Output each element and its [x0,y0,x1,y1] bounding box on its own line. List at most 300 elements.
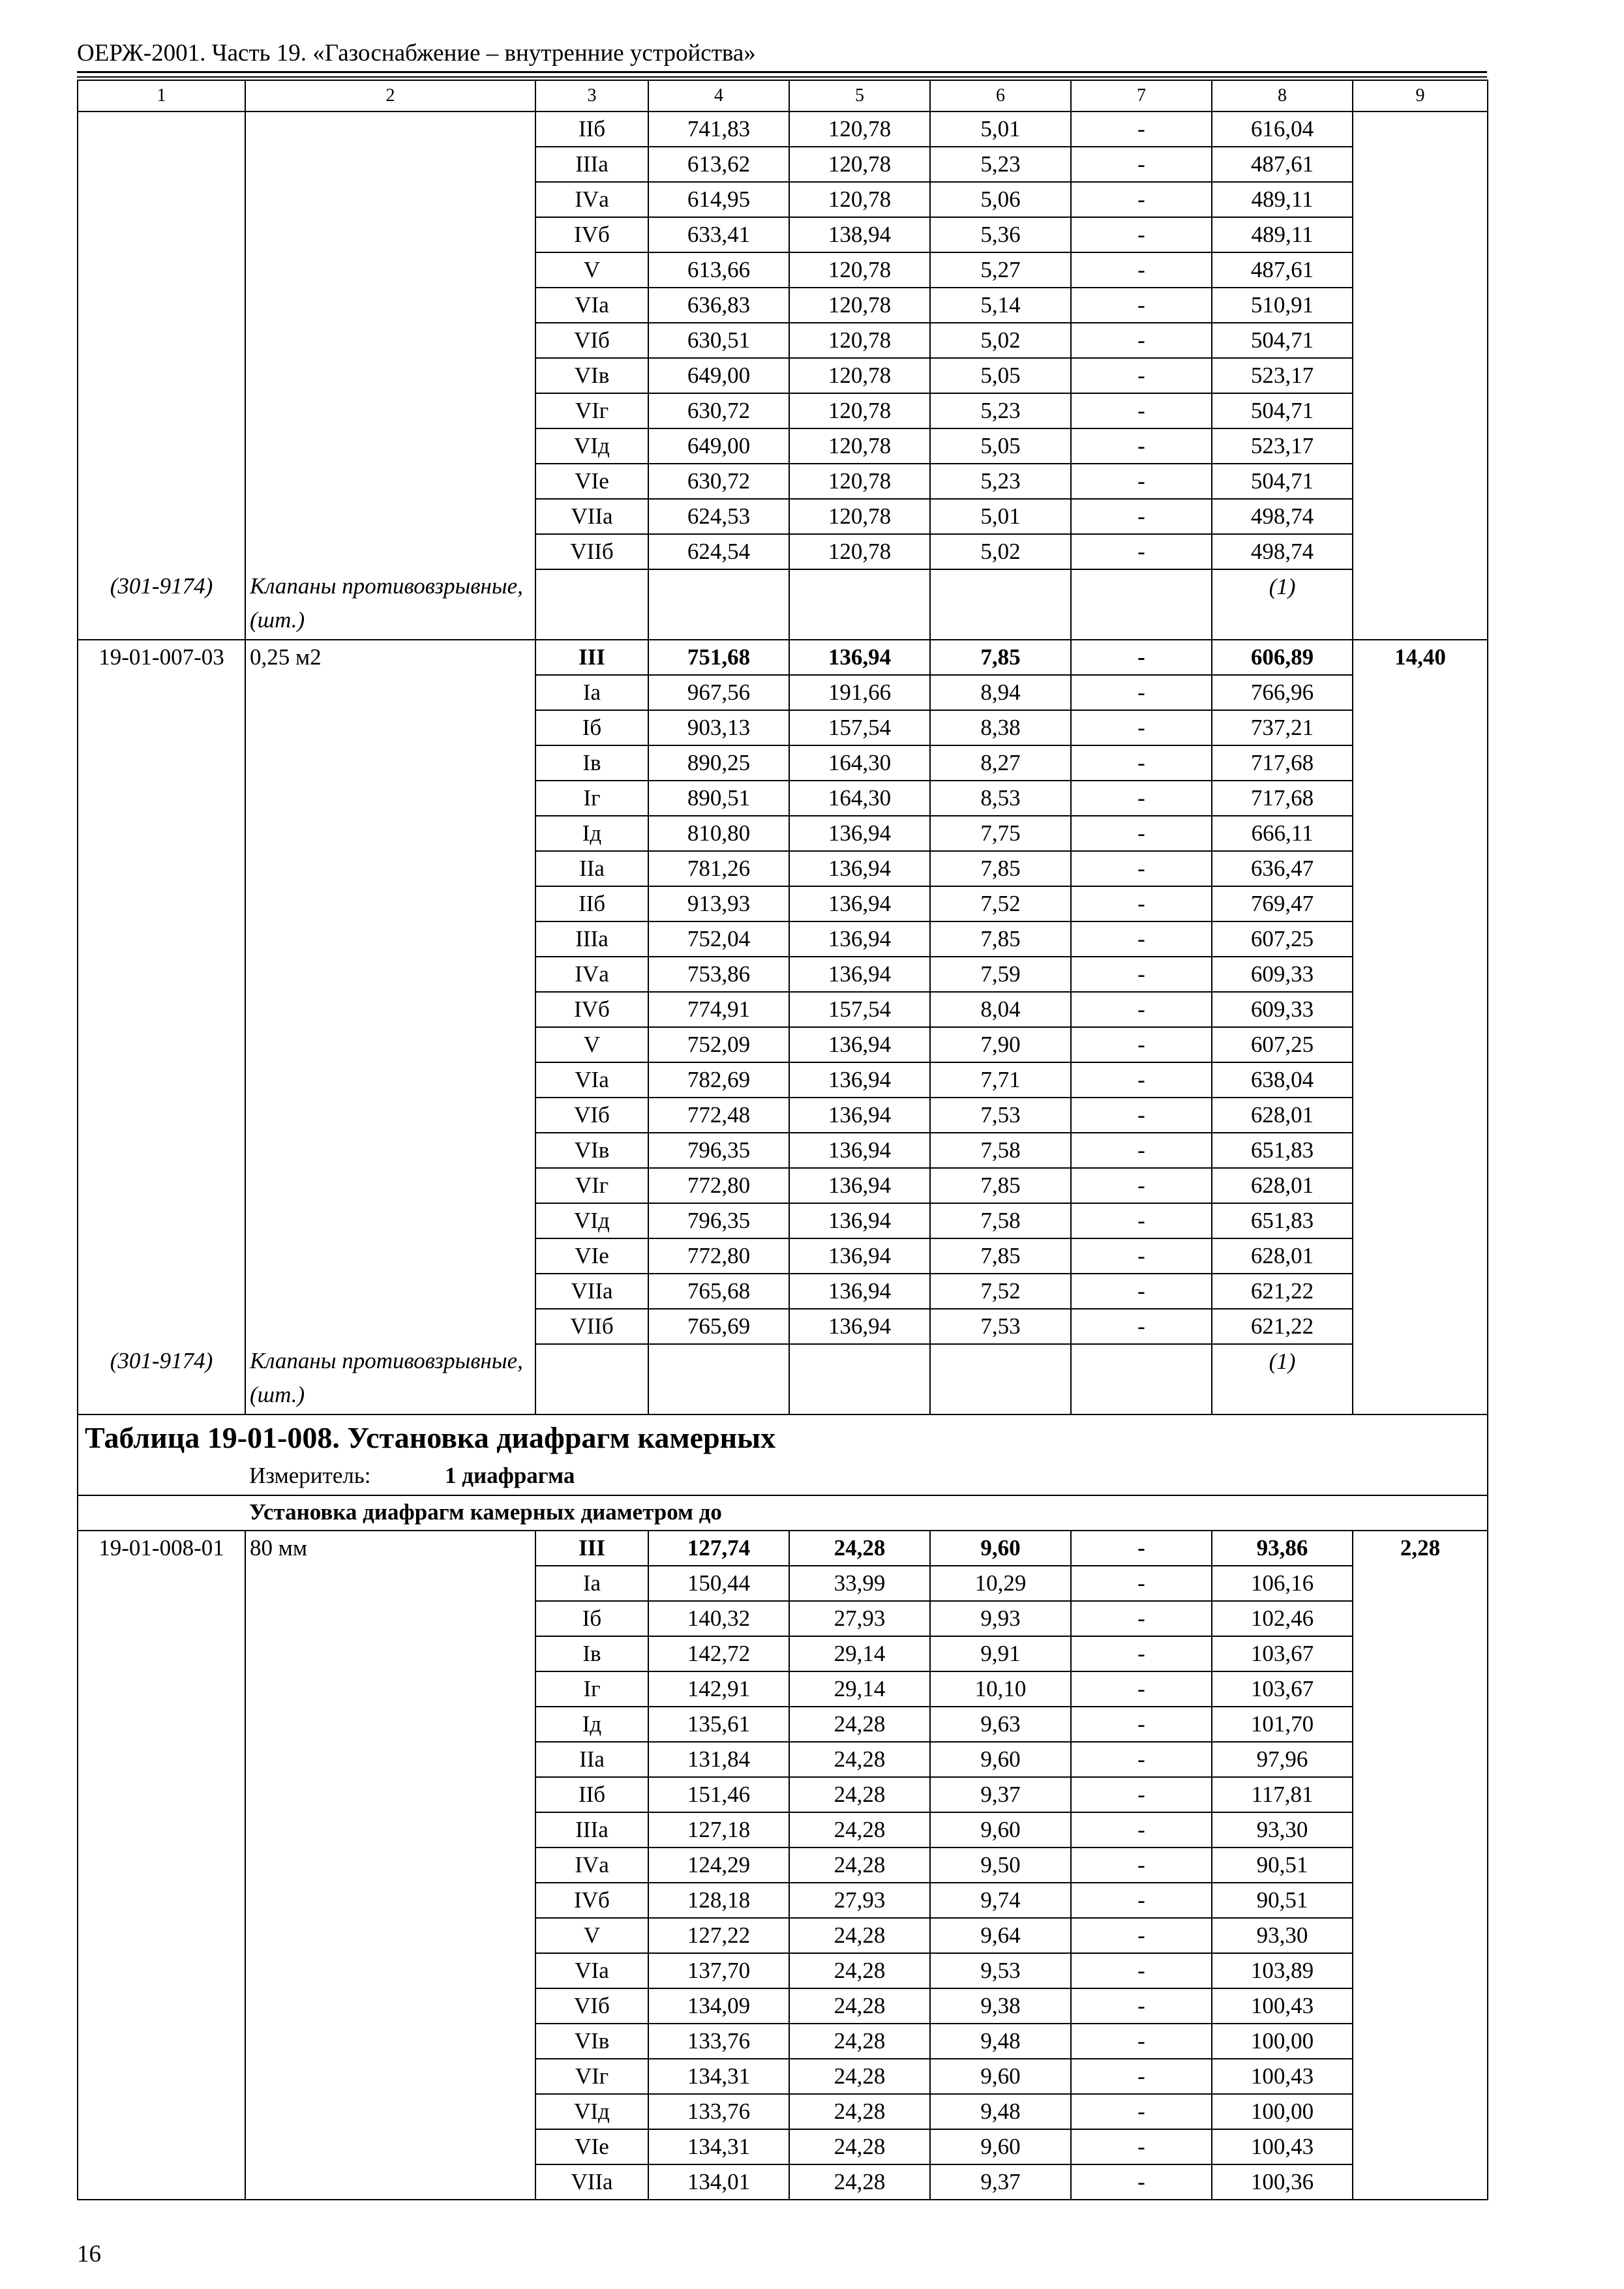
rate-value: 5,27 [930,252,1071,288]
rate-name [245,921,535,957]
rate-value: 151,46 [648,1777,789,1812]
rate-value: - [1071,499,1212,534]
rate-value: 24,28 [789,1742,930,1777]
rate-value: 7,58 [930,1133,1071,1168]
rate-value: 9,64 [930,1918,1071,1953]
rate-value: 124,29 [648,1848,789,1883]
labor-cost [1353,992,1488,1027]
rate-value: 9,91 [930,1636,1071,1671]
rate-value: 136,94 [789,1098,930,1133]
rate-value: 157,54 [789,992,930,1027]
rate-code [78,1812,245,1848]
labor-cost [1353,1027,1488,1062]
zone-label: Iг [535,1671,648,1707]
rate-value: 134,09 [648,1988,789,2024]
rate-row [78,499,1488,534]
rate-name [245,2024,535,2059]
rate-value: - [1071,1848,1212,1883]
zone-label: VIб [535,323,648,358]
rate-code [78,781,245,816]
rate-code [78,1133,245,1168]
document-header: ОЕРЖ-2001. Часть 19. «Газоснабжение – внутренние устройства» [77,40,756,67]
rate-value: 5,06 [930,182,1071,217]
rate-value: 120,78 [789,182,930,217]
labor-cost [1353,1777,1488,1812]
rate-value: 8,53 [930,781,1071,816]
rate-value: 903,13 [648,710,789,745]
rate-value: 498,74 [1212,499,1353,534]
rate-value: 5,23 [930,147,1071,182]
zone-label: V [535,1918,648,1953]
zone-label: VIа [535,1062,648,1098]
rate-value: 90,51 [1212,1883,1353,1918]
column-number: 6 [930,80,1071,112]
rate-row [78,1918,1488,1953]
rate-value: - [1071,147,1212,182]
zone-label: IVа [535,1848,648,1883]
rate-value: - [1071,1203,1212,1238]
labor-cost [1353,428,1488,464]
rate-value: 5,14 [930,288,1071,323]
rate-code [78,921,245,957]
rate-value: 630,72 [648,464,789,499]
rate-value: 890,51 [648,781,789,816]
zone-label: VIг [535,393,648,428]
labor-cost [1353,358,1488,393]
rate-value: - [1071,1027,1212,1062]
rate-value: - [1071,323,1212,358]
material-row [78,569,1488,640]
zone-label: VIв [535,1133,648,1168]
rate-value: 120,78 [789,534,930,569]
rate-name [245,816,535,851]
zone-label: IIIа [535,1812,648,1848]
zone-label: VIд [535,428,648,464]
rate-value: 7,71 [930,1062,1071,1098]
column-number: 9 [1353,80,1488,112]
labor-cost [1353,1918,1488,1953]
labor-cost [1353,1636,1488,1671]
rate-value: 127,74 [648,1531,789,1566]
zone-label: IIIа [535,921,648,957]
labor-cost [1353,851,1488,886]
rate-value: 5,01 [930,499,1071,534]
rate-value: 150,44 [648,1566,789,1601]
rate-value: - [1071,1707,1212,1742]
rate-value: 120,78 [789,323,930,358]
zone-label: IVб [535,1883,648,1918]
rate-row [78,252,1488,288]
rate-name [245,464,535,499]
rate-value: - [1071,1168,1212,1203]
rate-code [78,217,245,252]
rate-value: - [1071,1777,1212,1812]
rate-code [78,710,245,745]
rate-code [78,745,245,781]
rate-value: - [1071,252,1212,288]
rate-row [78,1027,1488,1062]
rate-row [78,1988,1488,2024]
rate-name [245,2164,535,2200]
rate-code [78,1707,245,1742]
rate-value: 120,78 [789,252,930,288]
rate-row [78,217,1488,252]
rate-value: 523,17 [1212,358,1353,393]
rate-value: 90,51 [1212,1848,1353,1883]
empty-cell [648,1344,789,1414]
zone-label: IVа [535,182,648,217]
rate-row [78,1309,1488,1344]
rate-name [245,358,535,393]
rate-value: 810,80 [648,816,789,851]
rate-value: - [1071,1274,1212,1309]
zone-label: III [535,640,648,675]
rate-value: 5,23 [930,464,1071,499]
rate-value: 10,29 [930,1566,1071,1601]
zone-label: Iд [535,1707,648,1742]
rate-value: 666,11 [1212,816,1353,851]
rate-row [78,1636,1488,1671]
rate-name [245,147,535,182]
material-qty: (1) [1212,1344,1353,1414]
zone-label: V [535,252,648,288]
rate-row [78,1098,1488,1133]
rate-value: - [1071,2094,1212,2129]
rate-value: 27,93 [789,1883,930,1918]
rate-code [78,288,245,323]
rate-value: - [1071,1953,1212,1988]
labor-cost [1353,1566,1488,1601]
column-number: 8 [1212,80,1353,112]
rate-value: - [1071,1531,1212,1566]
zone-label: VIа [535,1953,648,1988]
table-title: Таблица 19-01-008. Установка диафрагм камерных [78,1414,1488,1460]
rate-value: 136,94 [789,921,930,957]
zone-label: Iб [535,710,648,745]
rate-value: 127,18 [648,1812,789,1848]
labor-cost [1353,710,1488,745]
rate-value: 504,71 [1212,393,1353,428]
rate-code [78,1098,245,1133]
measure-label: Измеритель: [249,1463,371,1488]
material-name: Клапаны противовзрывные, (шт.) [245,569,535,640]
labor-cost [1353,1848,1488,1883]
subheading-row [78,1495,1488,1531]
rate-value: - [1071,992,1212,1027]
zone-label: IIа [535,851,648,886]
rate-code [78,1027,245,1062]
rate-code [78,1848,245,1883]
rate-value: 117,81 [1212,1777,1353,1812]
zone-label: VIе [535,1238,648,1274]
rate-value: 103,89 [1212,1953,1353,1988]
rate-value: 967,56 [648,675,789,710]
section-subheading: Установка диафрагм камерных диаметром до [245,1495,1488,1531]
rate-value: 7,52 [930,1274,1071,1309]
rate-value: 5,36 [930,217,1071,252]
rate-value: - [1071,1566,1212,1601]
rate-value: 649,00 [648,428,789,464]
price-table [77,80,1488,2200]
rate-value: 164,30 [789,781,930,816]
rate-name [245,1601,535,1636]
rate-value: 5,23 [930,393,1071,428]
rate-name [245,1953,535,1988]
labor-cost [1353,393,1488,428]
zone-label: III [535,1531,648,1566]
rate-name [245,1742,535,1777]
rate-row [78,957,1488,992]
rate-value: 489,11 [1212,217,1353,252]
rate-value: 7,58 [930,1203,1071,1238]
rate-name [245,1918,535,1953]
rate-value: - [1071,1062,1212,1098]
rate-name [245,217,535,252]
rate-code [78,534,245,569]
rate-value: 120,78 [789,358,930,393]
rate-value: 606,89 [1212,640,1353,675]
rate-value: - [1071,217,1212,252]
rate-code [78,112,245,147]
rate-name [245,1168,535,1203]
rate-value: 9,93 [930,1601,1071,1636]
labor-cost [1353,1274,1488,1309]
rate-value: 142,72 [648,1636,789,1671]
rate-value: 120,78 [789,499,930,534]
rate-value: 7,85 [930,1168,1071,1203]
rate-value: 136,94 [789,1203,930,1238]
rate-value: 7,85 [930,1238,1071,1274]
rate-row [78,640,1488,675]
material-qty: (1) [1212,569,1353,640]
rate-name [245,851,535,886]
rate-value: 765,69 [648,1309,789,1344]
rate-code [78,464,245,499]
rate-code [78,2094,245,2129]
rate-value: - [1071,781,1212,816]
rate-value: 24,28 [789,1777,930,1812]
rate-name [245,1062,535,1098]
labor-cost [1353,816,1488,851]
rate-value: 10,10 [930,1671,1071,1707]
zone-label: Iб [535,1601,648,1636]
zone-label: VIв [535,358,648,393]
rate-row [78,816,1488,851]
zone-label: IIа [535,1742,648,1777]
rate-row [78,393,1488,428]
rate-value: 504,71 [1212,464,1353,499]
rate-value: 134,01 [648,2164,789,2200]
rate-value: 29,14 [789,1636,930,1671]
rate-row [78,1531,1488,1566]
labor-cost [1353,1988,1488,2024]
rate-row [78,2024,1488,2059]
rate-value: 9,60 [930,1812,1071,1848]
rate-value: 649,00 [648,358,789,393]
zone-label: VIIб [535,1309,648,1344]
labor-cost [1353,217,1488,252]
rate-value: 7,85 [930,921,1071,957]
zone-label: IIб [535,1777,648,1812]
rate-row [78,1203,1488,1238]
rate-value: - [1071,1671,1212,1707]
rate-value: - [1071,921,1212,957]
rate-name [245,710,535,745]
rate-name [245,499,535,534]
rate-name [245,1566,535,1601]
measure-row [78,1460,1488,1495]
labor-cost [1353,675,1488,710]
rate-value: - [1071,1098,1212,1133]
rate-value: 138,94 [789,217,930,252]
rate-value: 613,66 [648,252,789,288]
rate-name [245,1098,535,1133]
material-code: (301-9174) [78,1344,245,1414]
rate-row [78,2094,1488,2129]
rate-name: 0,25 м2 [245,640,535,675]
rate-name [245,1812,535,1848]
rate-code [78,1883,245,1918]
rate-value: 93,30 [1212,1812,1353,1848]
rate-value: 97,96 [1212,1742,1353,1777]
rate-value: 796,35 [648,1133,789,1168]
zone-label: Iа [535,675,648,710]
rate-value: 136,94 [789,1133,930,1168]
column-number: 4 [648,80,789,112]
labor-cost [1353,2164,1488,2200]
rate-value: - [1071,2024,1212,2059]
rate-value: 8,04 [930,992,1071,1027]
rate-value: 136,94 [789,1027,930,1062]
labor-cost [1353,1309,1488,1344]
rate-value: 9,48 [930,2094,1071,2129]
rate-value: - [1071,710,1212,745]
zone-label: IIIа [535,147,648,182]
rate-value: 772,48 [648,1098,789,1133]
zone-label: VIIа [535,1274,648,1309]
rate-value: 766,96 [1212,675,1353,710]
rate-value: 142,91 [648,1671,789,1707]
rate-value: 752,04 [648,921,789,957]
rate-row [78,1777,1488,1812]
zone-label: VIб [535,1988,648,2024]
rate-value: 651,83 [1212,1133,1353,1168]
rate-code [78,1238,245,1274]
rate-value: 24,28 [789,1707,930,1742]
rate-name [245,1671,535,1707]
rate-value: 24,28 [789,1812,930,1848]
empty-cell [1071,569,1212,640]
rate-value: - [1071,1883,1212,1918]
rate-value: - [1071,640,1212,675]
empty-cell [535,569,648,640]
rate-value: 100,43 [1212,2059,1353,2094]
empty-cell [648,569,789,640]
rate-value: 636,83 [648,288,789,323]
rate-value: 7,52 [930,886,1071,921]
material-name: Клапаны противовзрывные, (шт.) [245,1344,535,1414]
rate-name [245,1133,535,1168]
rate-row [78,534,1488,569]
rate-value: 7,90 [930,1027,1071,1062]
rate-name [245,534,535,569]
rate-value: 7,53 [930,1098,1071,1133]
rate-value: 510,91 [1212,288,1353,323]
rate-value: 24,28 [789,1848,930,1883]
rate-code [78,2164,245,2200]
rate-row [78,1883,1488,1918]
rate-value: 613,62 [648,147,789,182]
rate-row [78,886,1488,921]
labor-cost: 2,28 [1353,1531,1488,1566]
rate-code [78,147,245,182]
rate-name [245,1848,535,1883]
rate-code: 19-01-008-01 [78,1531,245,1566]
rate-value: 630,51 [648,323,789,358]
column-number: 7 [1071,80,1212,112]
labor-cost [1353,112,1488,147]
rate-row [78,1168,1488,1203]
rate-name [245,2094,535,2129]
rate-value: 913,93 [648,886,789,921]
rate-name [245,1274,535,1309]
empty-cell [1071,1344,1212,1414]
rate-value: 9,60 [930,2059,1071,2094]
rate-row [78,112,1488,147]
rate-value: 120,78 [789,464,930,499]
rate-name [245,1777,535,1812]
rate-value: 5,02 [930,323,1071,358]
rate-row [78,182,1488,217]
rate-value: 134,31 [648,2059,789,2094]
rate-value: - [1071,745,1212,781]
rate-value: 136,94 [789,1168,930,1203]
zone-label: IVа [535,957,648,992]
labor-cost [1353,1238,1488,1274]
rate-value: 157,54 [789,710,930,745]
rate-code [78,2024,245,2059]
rate-row [78,1062,1488,1098]
rate-value: 633,41 [648,217,789,252]
rate-value: - [1071,393,1212,428]
rate-value: 7,75 [930,816,1071,851]
rate-code [78,393,245,428]
rate-name [245,1636,535,1671]
zone-label: IIб [535,886,648,921]
rate-value: 101,70 [1212,1707,1353,1742]
rate-value: 717,68 [1212,745,1353,781]
rate-name [245,1707,535,1742]
rate-value: 9,53 [930,1953,1071,1988]
rate-value: 128,18 [648,1883,789,1918]
rate-value: 890,25 [648,745,789,781]
rate-value: - [1071,358,1212,393]
rate-value: 164,30 [789,745,930,781]
rate-name [245,1309,535,1344]
rate-value: - [1071,2129,1212,2164]
rate-value: 106,16 [1212,1566,1353,1601]
rate-row [78,1238,1488,1274]
labor-cost [1353,499,1488,534]
zone-label: VIIа [535,2164,648,2200]
rate-name [245,1203,535,1238]
rate-row [78,358,1488,393]
rate-value: 774,91 [648,992,789,1027]
rate-value: 120,78 [789,428,930,464]
rate-value: 498,74 [1212,534,1353,569]
labor-cost [1353,2129,1488,2164]
rate-value: 33,99 [789,1566,930,1601]
